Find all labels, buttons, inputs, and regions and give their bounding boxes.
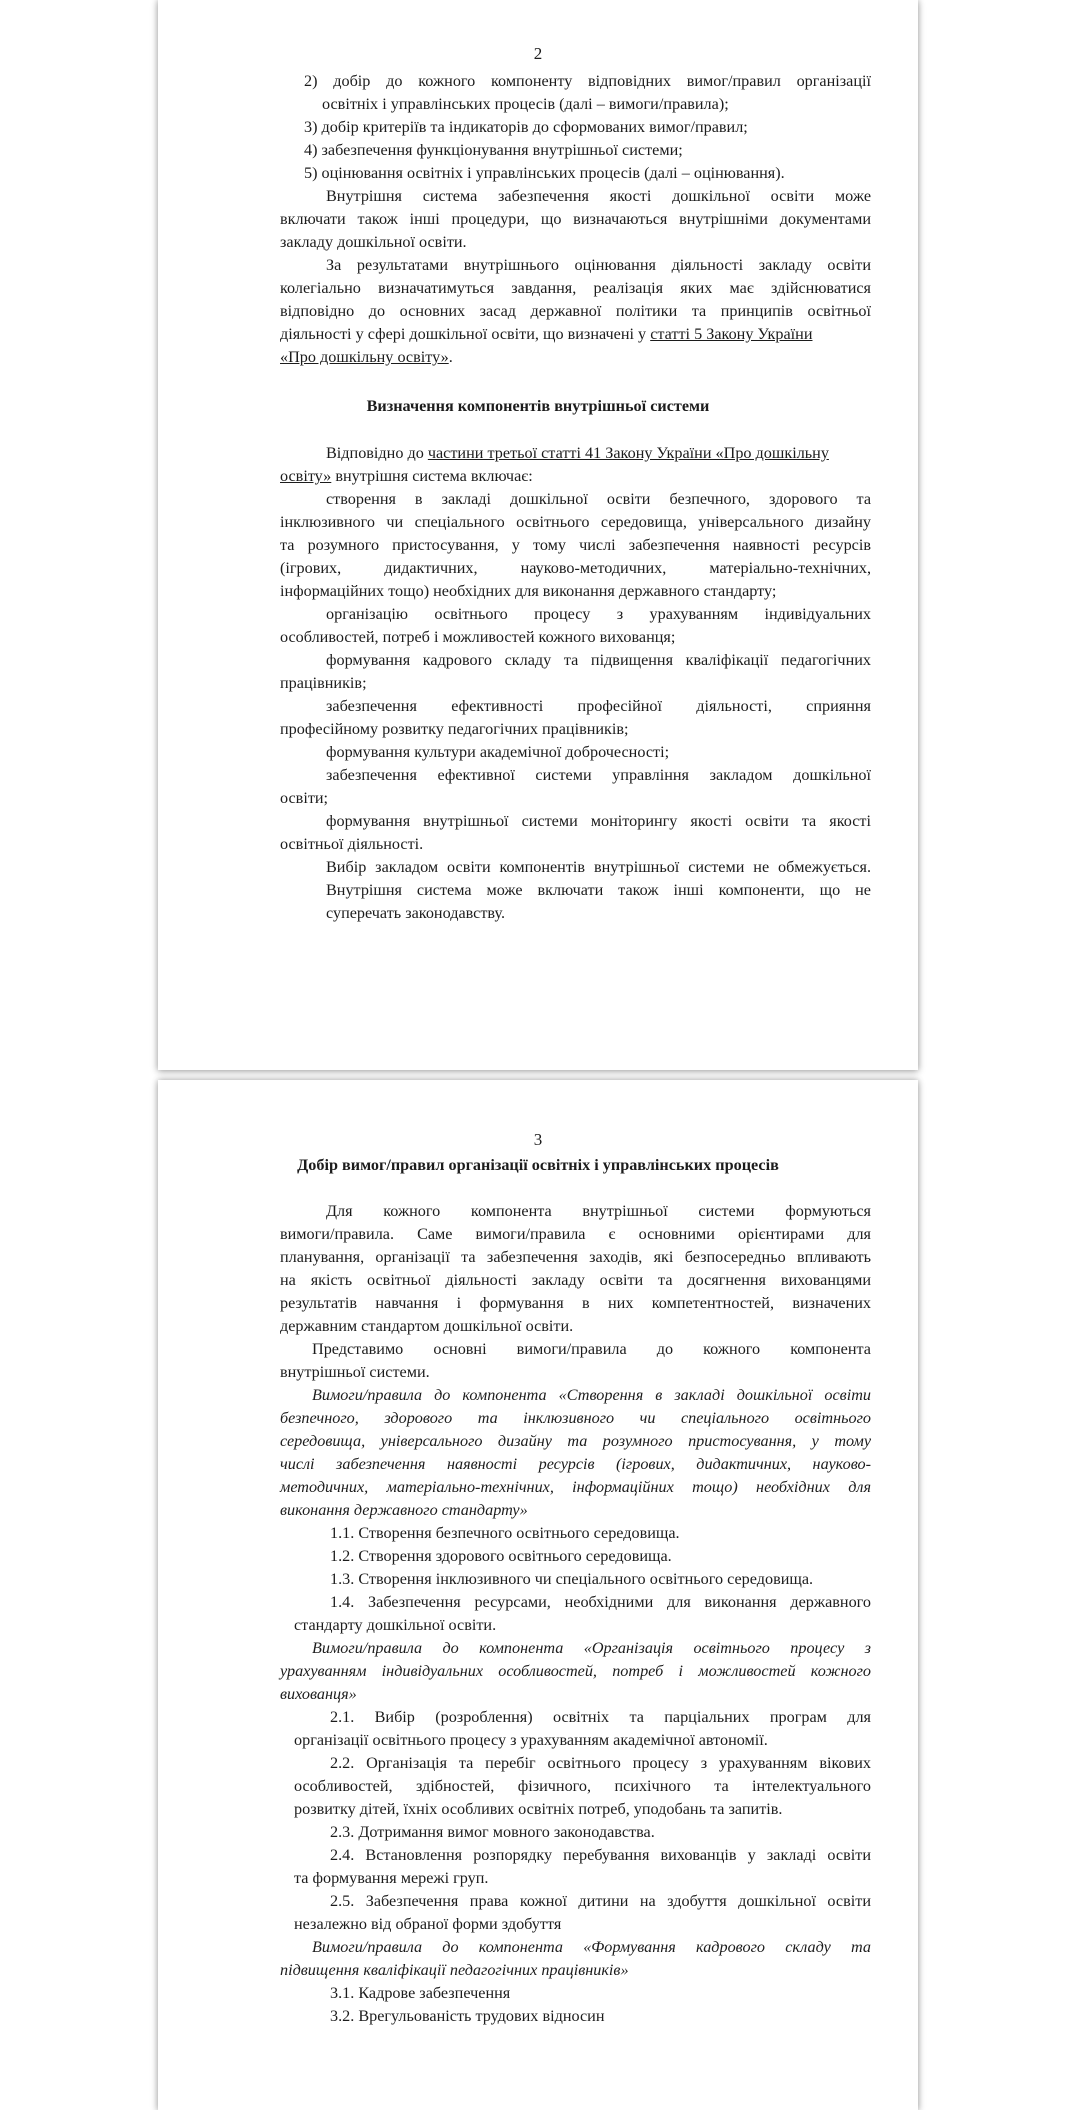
requirement-item-cont: особливостей, здібностей, фізичного, психічного та інтелектуального [294, 1777, 871, 1795]
component-line: забезпечення ефективної системи управління закладом дошкільної [326, 766, 871, 784]
component-line: організацію освітнього процесу з урахуванням індивідуальних [326, 605, 871, 623]
list-item-2: 2) добір до кожного компоненту відповідних вимог/правил організації [304, 72, 871, 90]
page-number: 3 [533, 1130, 543, 1149]
component-line: освіти; [280, 789, 329, 807]
requirement-heading-line: Вимоги/правила до компонента «Створення в закладі дошкільної освіти [312, 1386, 871, 1404]
component-line: формування культури академічної доброчесності; [326, 743, 670, 761]
list-item-4: 4) забезпечення функціонування внутрішньої системи; [304, 141, 683, 159]
requirement-heading-line: Вимоги/правила до компонента «Формування кадрового складу та [312, 1938, 871, 1956]
law-link-article-41[interactable]: частини третьої статті 41 Закону України «Про дошкільну [427, 444, 829, 462]
requirement-item-cont: розвитку дітей, їхніх особливих освітніх потреб, уподобань та запитів. [294, 1800, 783, 1818]
component-line: інформаційних тощо) необхідних для виконання державного стандарту; [280, 582, 777, 600]
requirement-item: 2.4. Встановлення розпорядку перебування вихованців у закладі освіти [330, 1846, 871, 1864]
component-line: формування кадрового складу та підвищення кваліфікації педагогічних [326, 651, 871, 669]
requirement-item-cont: та формування мережі груп. [294, 1869, 489, 1887]
text-run: Відповідно до [326, 444, 428, 462]
component-line: формування внутрішньої системи моніторингу якості освіти та якості [326, 812, 871, 830]
requirement-item: 2.1. Вибір (розроблення) освітніх та парціальних програм для [330, 1708, 871, 1726]
law-link-article-5[interactable]: статті 5 Закону України [650, 325, 813, 343]
paragraph-line: результатів навчання і формування в них компетентностей, визначених [280, 1294, 871, 1312]
requirement-item-cont: організації освітнього процесу з урахуванням академічної автономії. [294, 1731, 768, 1749]
requirement-item-cont: незалежно від обраної форми здобуття [294, 1915, 562, 1933]
paragraph-line: вимоги/правила. Саме вимоги/правила є основними орієнтирами для [280, 1225, 871, 1243]
requirement-heading-line: підвищення кваліфікації педагогічних працівників» [280, 1961, 629, 1979]
paragraph-line: колегіально визначатимуться завдання, реалізація яких має здійснюватися [280, 279, 871, 297]
paragraph-line: закладу дошкільної освіти. [280, 233, 467, 251]
component-line: професійному розвитку педагогічних працівників; [280, 720, 629, 738]
component-line: та розумного пристосування, у тому числі забезпечення наявності ресурсів [280, 536, 871, 554]
list-item-3: 3) добір критеріїв та індикаторів до сформованих вимог/правил; [304, 118, 748, 136]
text-run: внутрішня система включає: [331, 467, 533, 485]
component-line: створення в закладі дошкільної освіти безпечного, здорового та [326, 490, 871, 508]
component-line: освітньої діяльності. [280, 835, 424, 853]
requirement-heading-line: методичних, матеріально-технічних, інформаційних тощо) необхідних для [280, 1478, 871, 1496]
paragraph-line: Внутрішня система забезпечення якості дошкільної освіти може [326, 187, 871, 205]
requirement-item: 2.5. Забезпечення права кожної дитини на здобуття дошкільної освіти [330, 1892, 871, 1910]
paragraph-line: Внутрішня система може включати також інші компоненти, що не [326, 881, 871, 899]
document-page-3 [158, 1080, 918, 2110]
paragraph-line: Для кожного компонента внутрішньої системи формуються [326, 1202, 871, 1220]
component-line: працівників; [280, 674, 367, 692]
paragraph-line [280, 323, 812, 346]
requirement-item: 1.4. Забезпечення ресурсами, необхідними для виконання державного [330, 1593, 871, 1611]
paragraph-line [280, 346, 453, 369]
component-line: (ігрових, дидактичних, науково-методичних, матеріально-технічних, [280, 559, 871, 577]
paragraph-line [326, 442, 829, 465]
law-link-article-41-cont[interactable]: освіту» [280, 467, 332, 485]
paragraph-line: За результатами внутрішнього оцінювання діяльності закладу освіти [326, 256, 871, 274]
component-line: особливостей, потреб і можливостей кожного вихованця; [280, 628, 676, 646]
section-heading: Визначення компонентів внутрішньої системи [366, 397, 710, 415]
document-page-2 [158, 0, 918, 1070]
requirement-heading-line: вихованця» [280, 1685, 357, 1703]
requirement-item: 3.2. Врегульованість трудових відносин [330, 2007, 605, 2025]
paragraph-line: державним стандартом дошкільної освіти. [280, 1317, 574, 1335]
paragraph-line: відповідно до основних засад державної політики та принципів освітньої [280, 302, 871, 320]
text-run: . [448, 348, 453, 366]
paragraph-line: планування, організації та забезпечення заходів, які безпосередньо впливають [280, 1248, 871, 1266]
paragraph-line [280, 465, 533, 488]
requirement-item: 2.3. Дотримання вимог мовного законодавства. [330, 1823, 655, 1841]
requirement-heading-line: Вимоги/правила до компонента «Організація освітнього процесу з [312, 1639, 871, 1657]
requirement-heading-line: безпечного, здорового та інклюзивного чи спеціального освітнього [280, 1409, 871, 1427]
text-run: діяльності у сфері дошкільної освіти, що визначені у [280, 325, 651, 343]
component-line: інклюзивного чи спеціального освітнього середовища, універсального дизайну [280, 513, 871, 531]
requirement-item-cont: стандарту дошкільної освіти. [294, 1616, 497, 1634]
paragraph-line: Представимо основні вимоги/правила до кожного компонента [312, 1340, 871, 1358]
component-line: забезпечення ефективності професійної діяльності, сприяння [326, 697, 871, 715]
requirement-heading-line: урахуванням індивідуальних особливостей, потреб і можливостей кожного [280, 1662, 871, 1680]
paragraph-line: Вибір закладом освіти компонентів внутрішньої системи не обмежується. [326, 858, 871, 876]
requirement-item: 3.1. Кадрове забезпечення [330, 1984, 511, 2002]
section-heading: Добір вимог/правил організації освітніх і управлінських процесів [297, 1156, 779, 1174]
requirement-item: 1.2. Створення здорового освітнього середовища. [330, 1547, 672, 1565]
paragraph-line: внутрішньої системи. [280, 1363, 430, 1381]
paragraph-line: на якість освітньої діяльності закладу освіти та досягнення вихованцями [280, 1271, 871, 1289]
paragraph-line: включати також інші процедури, що визначаються внутрішніми документами [280, 210, 871, 228]
requirement-heading-line: виконання державного стандарту» [280, 1501, 528, 1519]
requirement-item: 2.2. Організація та перебіг освітнього процесу з урахуванням вікових [330, 1754, 871, 1772]
page-number: 2 [533, 44, 543, 63]
paragraph-line: суперечать законодавству. [326, 904, 506, 922]
requirement-item: 1.1. Створення безпечного освітнього середовища. [330, 1524, 680, 1542]
law-link-preschool-education[interactable]: «Про дошкільну освіту» [280, 348, 449, 366]
requirement-heading-line: середовища, універсального дизайну та розумного пристосування, у тому [280, 1432, 871, 1450]
list-item-5: 5) оцінювання освітніх і управлінських процесів (далі – оцінювання). [304, 164, 785, 182]
list-item-2-cont: освітніх і управлінських процесів (далі – вимоги/правила); [322, 95, 729, 113]
requirement-heading-line: числі забезпечення наявності ресурсів (ігрових, дидактичних, науково- [280, 1455, 871, 1473]
requirement-item: 1.3. Створення інклюзивного чи спеціального освітнього середовища. [330, 1570, 814, 1588]
